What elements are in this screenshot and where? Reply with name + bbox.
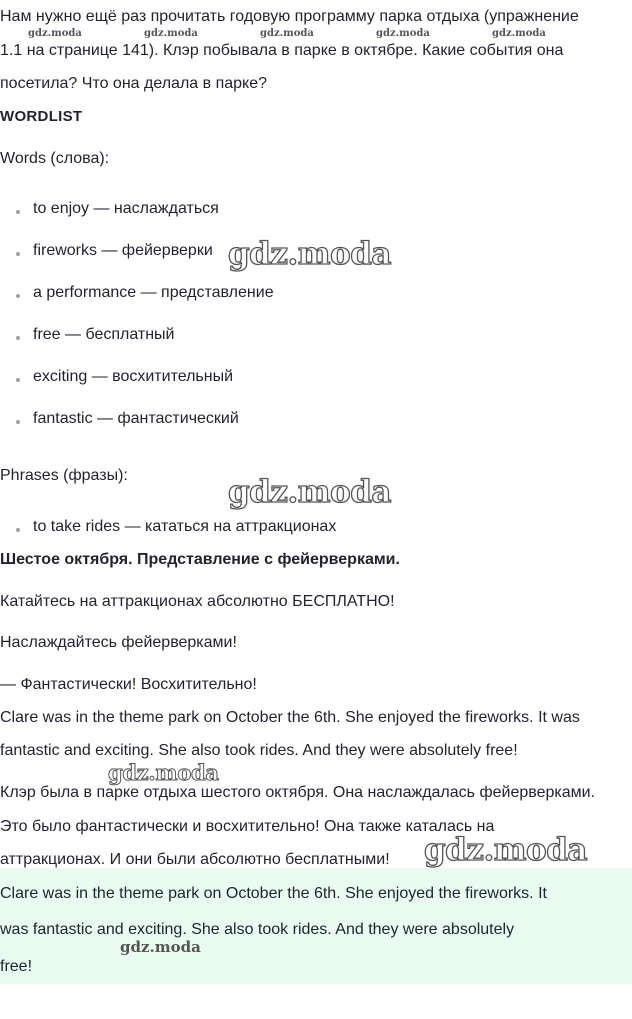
word-item: a performance — представление [33,284,274,301]
watermark-large-3: gdz.moda [424,832,587,868]
intro-line-1: Нам нужно ещё раз прочитать годовую программу парка отдыха (упражнение [0,8,579,25]
bullet-icon [16,420,20,424]
watermark-small-5: gdz.moda [492,28,546,39]
program-line-2: Наслаждайтесь фейерверками! [0,634,237,651]
watermark-large-2: gdz.moda [228,474,391,510]
bullet-icon [16,378,20,382]
wordlist-heading: WORDLIST [0,108,83,125]
watermark-small-6: gdz.moda [120,938,201,956]
bullet-icon [16,210,20,214]
words-label: Words (слова): [0,150,110,167]
answer-line-3: free! [0,958,33,975]
watermark-small-3: gdz.moda [260,28,314,39]
word-item: fireworks — фейерверки [33,242,213,259]
bullet-icon [16,528,20,532]
translation-line-1: Клэр была в парке отдыха шестого октября. Она наслаждалась фейерверками. [0,784,595,801]
watermark-large-1: gdz.moda [228,236,391,272]
intro-line-2: 1.1 на странице 141). Клэр побывала в парке в октябре. Какие события она [0,42,564,59]
watermark-small-2: gdz.moda [144,28,198,39]
watermark-small-1: gdz.moda [28,28,82,39]
english-line-2: fantastic and exciting. She also took rides. And they were absolutely free! [0,742,518,759]
program-line-1: Катайтесь на аттракционах абсолютно БЕСПЛАТНО! [0,593,395,610]
intro-line-3: посетила? Что она делала в парке? [0,75,268,92]
bullet-icon [16,294,20,298]
word-item: fantastic — фантастический [33,410,239,427]
word-item: exciting — восхитительный [33,368,234,385]
word-item: to enjoy — наслаждаться [33,200,219,217]
bullet-icon [16,336,20,340]
program-line-3: — Фантастически! Восхитительно! [0,676,257,693]
english-line-1: Clare was in the theme park on October the 6th. She enjoyed the fireworks. It was [0,709,580,726]
phrase-item: to take rides — кататься на аттракционах [33,518,337,535]
phrases-label: Phrases (фразы): [0,467,128,484]
answer-line-1: Clare was in the theme park on October the 6th. She enjoyed the fireworks. It [0,885,547,902]
watermark-small-4: gdz.moda [376,28,430,39]
watermark-medium-1: gdz.moda [108,760,219,785]
answer-line-2: was fantastic and exciting. She also took rides. And they were absolutely [0,921,515,938]
event-title: Шестое октября. Представление с фейерверками. [0,551,400,568]
translation-line-3: аттракционах. И они были абсолютно бесплатными! [0,851,390,868]
bullet-icon [16,252,20,256]
translation-line-2: Это было фантастически и восхитительно! Она также каталась на [0,818,495,835]
word-item: free — бесплатный [33,326,175,343]
